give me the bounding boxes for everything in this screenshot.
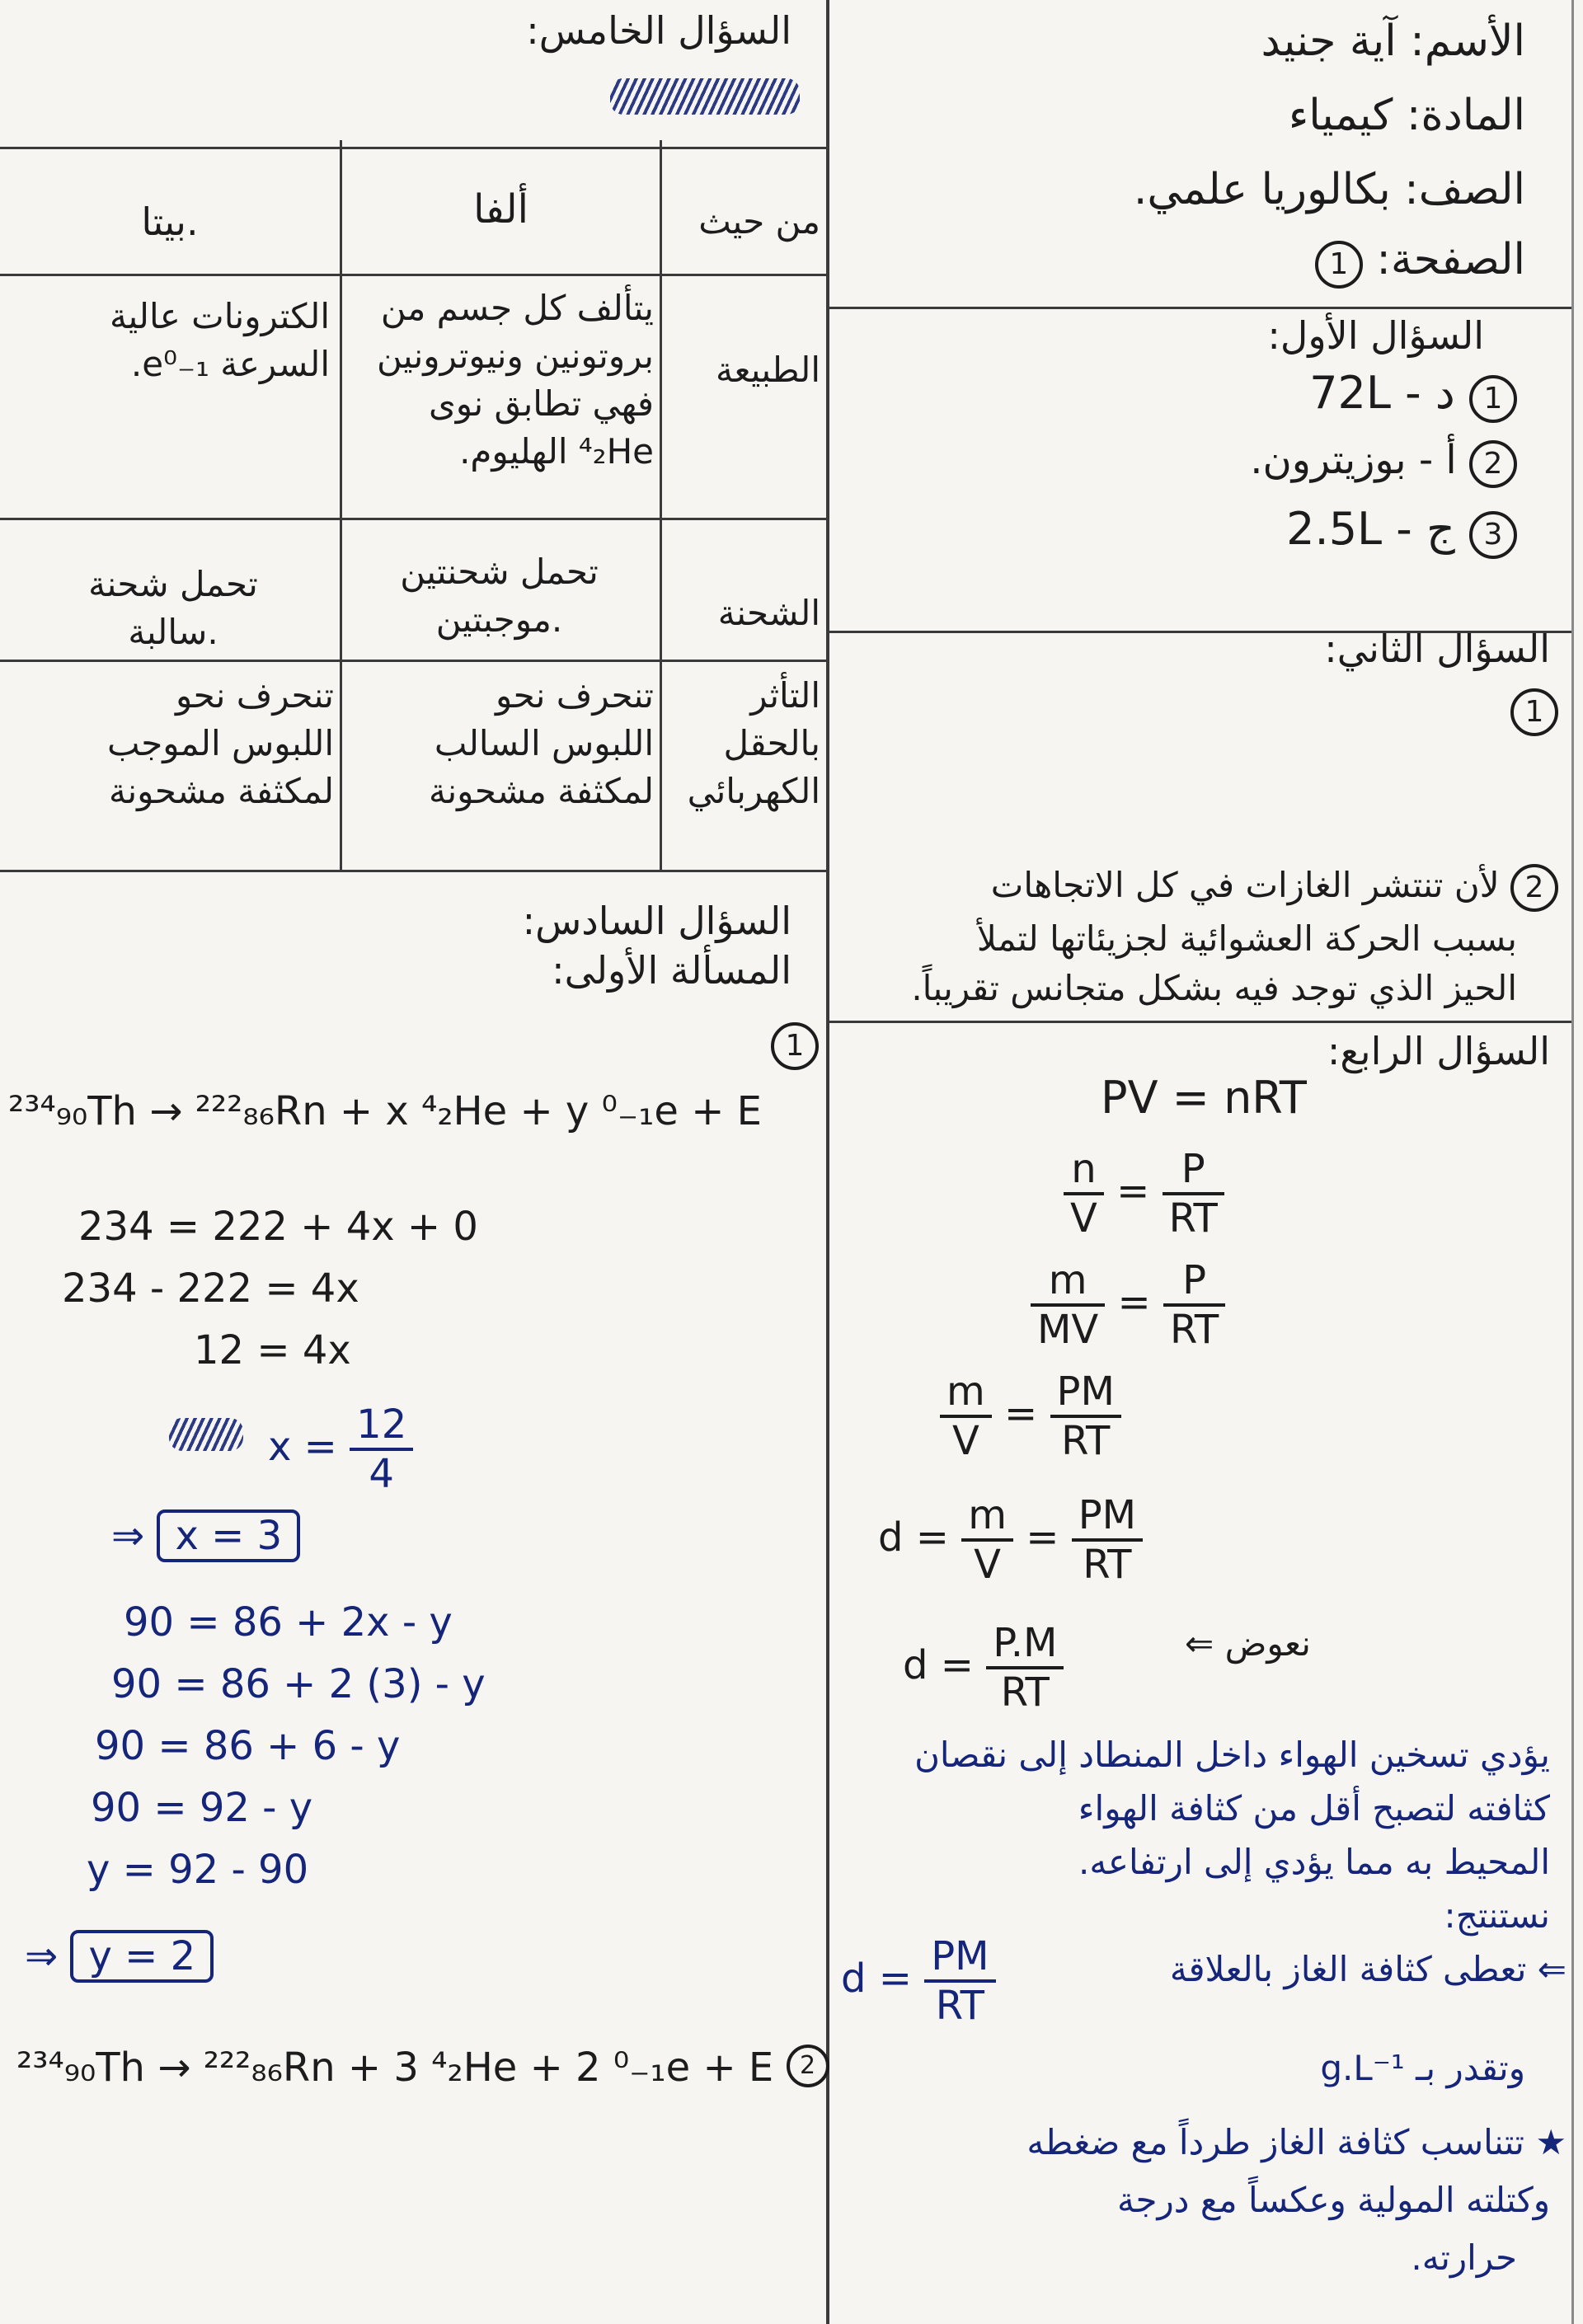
- q5-row1-criterion: الطبيعة: [715, 350, 820, 390]
- q5-row3-criterion: [664, 672, 820, 815]
- q6-crossed-out-fraction: [169, 1418, 243, 1451]
- q5-row1-alpha-line2: بروتونين ونيوترونين: [376, 336, 654, 376]
- q1-answer-3-num: 3: [1469, 511, 1517, 559]
- q2-line-2: بسبب الحركة العشوائية لجزيئاتها لتملأ: [976, 918, 1517, 959]
- q4-conclusion-pm: PM: [924, 1933, 995, 1983]
- q6-x-result-box: x = 3: [157, 1509, 300, 1562]
- q6-y-result: [25, 1933, 214, 1979]
- q4-eq6-pm: P.M: [986, 1620, 1064, 1669]
- q4-para-line-2: كثافته لتصبح أقل من كثافة الهواء: [1078, 1788, 1550, 1829]
- q5-header-beta: بيتا.: [141, 200, 199, 244]
- q6-reaction-2-text: ²³⁴₉₀Th → ²²²₈₆Rn + 3 ⁴₂He + 2 ⁰₋₁e + E: [16, 2045, 774, 2091]
- q2-item-2-num: 2: [1510, 864, 1558, 912]
- q5-row2-alpha-line2: موجبتين.: [435, 599, 563, 640]
- q6-step2-1: 90 = 86 + 2x - y: [124, 1599, 453, 1646]
- q4-eq5-pm: PM: [1072, 1492, 1143, 1542]
- q4-para-line-3: المحيط به مما يؤدي إلى ارتفاعه.: [1078, 1842, 1550, 1882]
- q6-step2-2: 90 = 86 + 2 (3) - y: [111, 1661, 486, 1707]
- q6-frac-lhs: x =: [268, 1424, 337, 1470]
- q4-eq3-m: m: [1031, 1257, 1105, 1307]
- q1-answer-3-text: ج - 2.5L: [1286, 503, 1455, 555]
- q5-row3-criterion-line2: بالحقل: [723, 723, 820, 763]
- q4-substitute-note: نعوض ⇐: [1185, 1623, 1311, 1664]
- q6-step2-3: 90 = 86 + 6 - y: [95, 1723, 401, 1769]
- subject-line: المادة: كيمياء: [1288, 91, 1525, 140]
- q4-conclusion-rt: RT: [935, 1983, 984, 2029]
- q4-eq2-v: V: [1070, 1195, 1097, 1242]
- q5-row2-criterion: الشحنة: [717, 593, 820, 633]
- q4-eq-3: $\frac{m}{MV}$ = $\frac{P}{RT}$: [1031, 1257, 1225, 1353]
- q1-answer-1-num: 1: [1469, 375, 1517, 423]
- q6-fraction: [268, 1401, 413, 1497]
- q5-row2-alpha: [345, 548, 654, 644]
- q4-conclusion-formula: [841, 1933, 996, 2029]
- q4-eq-5: d = $\frac{m}{V}$ = $\frac{PM}{RT}$: [878, 1492, 1143, 1588]
- q5-row1-alpha-line3: فهي تطابق نوى: [428, 383, 654, 424]
- q4-unit-line: وتقدر بـ g.L⁻¹: [1320, 2048, 1525, 2088]
- q4-eq2-p: P: [1163, 1146, 1224, 1195]
- q5-row3-beta: [8, 672, 334, 815]
- q6-step-2: 234 - 222 = 4x: [62, 1265, 359, 1312]
- q4-eq-6: [903, 1620, 1064, 1716]
- q6-reaction-1: ²³⁴₉₀Th → ²²²₈₆Rn + x ⁴₂He + y ⁰₋₁e + E: [8, 1088, 762, 1134]
- page-number-circle: 1: [1315, 241, 1363, 289]
- q4-conclusion-title: نستنتج:: [1444, 1895, 1550, 1936]
- q2-item-1-num: 1: [1510, 688, 1558, 736]
- q4-eq4-m: m: [940, 1369, 992, 1418]
- q6-frac-d: 4: [369, 1451, 394, 1497]
- q6-title: السؤال السادس:: [522, 899, 792, 943]
- q5-row3-alpha: [345, 672, 654, 815]
- q2-line-3: الحيز الذي توجد فيه بشكل متجانس تقريباً.: [911, 968, 1517, 1008]
- q6-item-1: [771, 1022, 819, 1070]
- q5-row2-beta-line1: تحمل شحنة: [88, 564, 258, 604]
- q5-row2-beta-line2: سالبة.: [128, 612, 218, 652]
- q5-row3-alpha-line3: لمكثفة مشحونة: [428, 771, 654, 811]
- q4-eq4-rt: RT: [1061, 1418, 1111, 1464]
- q6-step-3: 12 = 4x: [194, 1327, 351, 1373]
- q6-step-1: 234 = 222 + 4x + 0: [78, 1204, 478, 1250]
- q5-row3-criterion-line3: الكهربائي: [687, 771, 820, 811]
- q4-eq6-d: d =: [903, 1642, 974, 1688]
- q5-table-col-line-1: [340, 140, 342, 870]
- q5-table-top: [0, 147, 826, 149]
- q5-row1-beta: [16, 293, 330, 388]
- q6-item-1-num: 1: [771, 1022, 819, 1070]
- q6-y-result-box: y = 2: [70, 1930, 214, 1983]
- header-divider: [829, 307, 1571, 309]
- q1-answer-2-num: 2: [1469, 440, 1517, 488]
- q5-row1-alpha: [345, 284, 654, 476]
- q2-line-1: لأن تنتشر الغازات في كل الاتجاهات: [990, 865, 1500, 905]
- q5-table-row-line-3: [0, 660, 826, 662]
- q5-crossed-out-scribble: [610, 78, 800, 115]
- q5-header-alpha: ألفا: [473, 186, 528, 232]
- q6-reaction-2: [16, 2045, 829, 2091]
- q5-table-bottom: [0, 870, 826, 872]
- q5-row3-alpha-line1: تنحرف نحو: [495, 675, 654, 716]
- q4-eq5-v: V: [974, 1542, 1002, 1588]
- class-line: الصف: بكالوريا علمي.: [1133, 165, 1525, 214]
- q5-row1-beta-line2: السرعة e⁰₋₁.: [130, 344, 330, 384]
- q4-conclusion-line: ⇐ تعطى كثافة الغاز بالعلاقة: [1169, 1949, 1567, 1989]
- q4-eq4-v: V: [951, 1418, 979, 1464]
- q1-answer-2-text: أ - بوزيترون.: [1250, 437, 1457, 483]
- q5-row2-beta: [16, 561, 330, 656]
- q4-eq3-mv: MV: [1037, 1307, 1099, 1353]
- q4-eq2-n: n: [1064, 1146, 1104, 1195]
- q5-row3-beta-line1: تنحرف نحو: [175, 675, 334, 716]
- q2-item-1: [1510, 688, 1558, 736]
- q4-prop-line-2: وكتلته المولية وعكساً مع درجة: [1117, 2180, 1550, 2220]
- q1-title: السؤال الأول:: [1267, 313, 1484, 358]
- q4-conclusion-d: d =: [841, 1955, 912, 2002]
- page-label: الصفحة:: [1376, 235, 1525, 284]
- q4-eq-1: PV = nRT: [1101, 1072, 1307, 1124]
- student-name-line: الأسم: آية جنيد: [1261, 16, 1525, 66]
- center-divider: [826, 0, 829, 2324]
- q4-title: السؤال الرابع:: [1327, 1029, 1550, 1073]
- q5-row3-alpha-line2: اللبوس السالب: [434, 723, 654, 763]
- q4-eq4-pm: PM: [1050, 1369, 1121, 1418]
- q6-step2-4: 90 = 92 - y: [91, 1785, 313, 1831]
- q6-x-arrow-icon: ⇒: [111, 1513, 145, 1559]
- q2-item-2: [991, 862, 1558, 912]
- q1-answer-2: [1250, 437, 1517, 488]
- q4-eq-2: $\frac{n}{V}$ = $\frac{P}{RT}$: [1064, 1146, 1224, 1242]
- q4-eq5-d: d =: [878, 1514, 949, 1561]
- q1-answer-3: [1286, 503, 1517, 559]
- q5-row1-beta-line1: الكترونات عالية: [109, 296, 330, 336]
- q5-row3-beta-line3: لمكثفة مشحونة: [108, 771, 334, 811]
- q5-row3-beta-line2: اللبوس الموجب: [106, 723, 334, 763]
- q5-header-criterion: من حيث: [698, 201, 820, 242]
- q4-eq5-m: m: [961, 1492, 1013, 1542]
- q4-eq3-rt: RT: [1169, 1307, 1219, 1353]
- q1-answer-1-text: د - 72L: [1309, 367, 1455, 419]
- q4-eq5-rt: RT: [1083, 1542, 1132, 1588]
- q6-step2-5: y = 92 - 90: [87, 1847, 309, 1893]
- q5-title: السؤال الخامس:: [526, 8, 792, 53]
- q4-prop-line-3: حرارته.: [1411, 2237, 1517, 2278]
- q5-table-col-line-2: [660, 140, 662, 870]
- right-margin-line: [1571, 0, 1574, 2324]
- q5-row2-alpha-line1: تحمل شحنتين: [400, 552, 599, 592]
- q4-eq6-rt: RT: [1000, 1669, 1050, 1716]
- q6-frac-n: 12: [350, 1401, 413, 1451]
- q2-title: السؤال الثاني:: [1324, 627, 1550, 671]
- q6-item-2-num: 2: [787, 2045, 829, 2087]
- q4-prop-line-1: ★ تتناسب كثافة الغاز طرداً مع ضغطه: [1026, 2122, 1567, 2162]
- q6-subtitle: المسألة الأولى:: [552, 948, 792, 993]
- q6-y-arrow-icon: ⇒: [25, 1933, 59, 1979]
- q2-divider: [829, 1021, 1571, 1023]
- q5-row1-alpha-line1: يتألف كل جسم من: [380, 288, 654, 328]
- q6-x-result: [111, 1513, 300, 1559]
- q4-eq2-rt: RT: [1168, 1195, 1218, 1242]
- q4-eq-4: $\frac{m}{V}$ = $\frac{PM}{RT}$: [940, 1369, 1121, 1464]
- q5-table-row-line-2: [0, 518, 826, 520]
- q1-answer-1: [1309, 367, 1517, 423]
- page-line: [1315, 235, 1525, 289]
- q5-row1-alpha-line4: ⁴₂He الهليوم.: [459, 431, 654, 472]
- q5-row3-criterion-line1: التأثر: [750, 675, 820, 716]
- q5-table-row-line-1: [0, 274, 826, 276]
- q4-eq3-p: P: [1163, 1257, 1225, 1307]
- q4-para-line-1: يؤدي تسخين الهواء داخل المنطاد إلى نقصان: [914, 1735, 1550, 1775]
